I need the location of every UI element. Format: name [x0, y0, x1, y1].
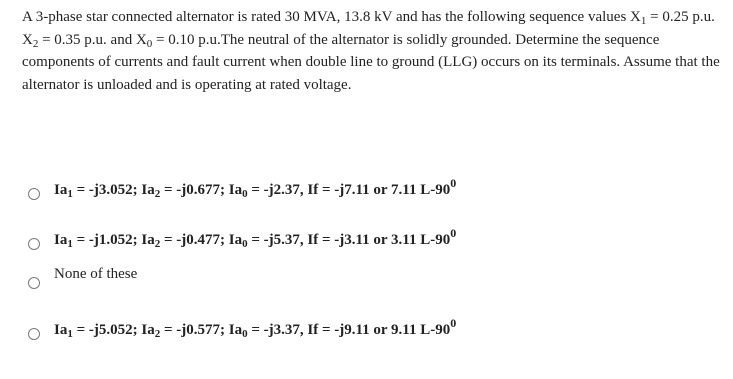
answer-option-2-label: $Ia_1 = -j1.052$; $Ia_2 = -j0.477$; $Ia_0 = -j5.37$, If = -j3.11 or 3.11 $L-90^0$ [54, 225, 457, 250]
answer-option-3-label: None of these [54, 265, 138, 282]
answer-option-2[interactable] [28, 225, 457, 252]
answer-option-3[interactable] [28, 267, 137, 291]
answer-option-4-label: $Ia_1 = -j5.052$; $Ia_2 = -j0.577$; $Ia_0 = -j3.37$, If = -j9.11 or 9.11 $L-90^0$ [54, 315, 457, 340]
answer-option-1-label: $Ia_1 = -j3.052$; $Ia_2 = -j0.677$; $Ia_0 = -j2.37$, If = -j7.11 or 7.11 $L-90^0$ [54, 175, 457, 200]
question-text: A 3-phase star connected alternator is rated 30 MVA, 13.8 kV and has the following sequence values $X_1 = 0.25$ p.u. $X_2 = 0.35$ p.u. and $X_0 = 0.10$ p.u.The neutral of the alternator is solidly grounded. Determine the sequence components of currents and fault current when double line to ground (LLG) occurs on its terminals. Assume that the alternator is unloaded and is operating at rated voltage. [22, 9, 720, 93]
answer-option-1[interactable] [28, 175, 457, 202]
radio-button-2[interactable] [28, 238, 40, 250]
radio-button-1[interactable] [28, 188, 40, 200]
answer-option-4[interactable] [28, 315, 457, 342]
radio-button-4[interactable] [28, 328, 40, 340]
radio-button-3[interactable] [28, 277, 40, 289]
